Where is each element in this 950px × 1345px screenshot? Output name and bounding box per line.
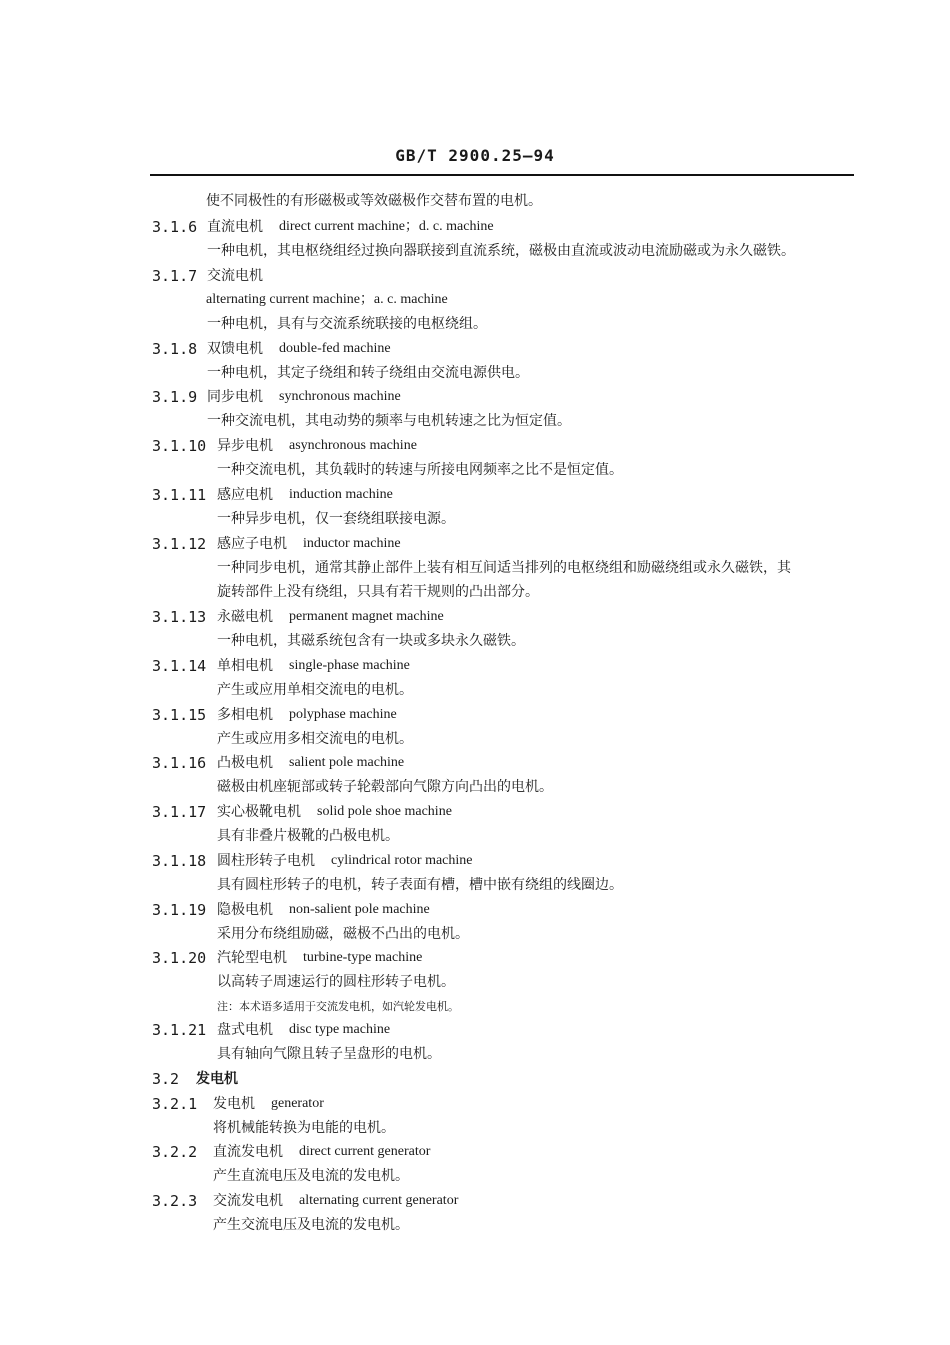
term-chinese: 隐极电机 <box>217 902 273 918</box>
term-chinese: 异步电机 <box>217 438 273 454</box>
term-number: 3.1.17 <box>152 803 207 821</box>
term-english: non-salient pole machine <box>289 902 430 917</box>
term-chinese: 交流发电机 <box>213 1193 283 1209</box>
term-english: solid pole shoe machine <box>317 804 452 819</box>
term-english: cylindrical rotor machine <box>331 853 473 868</box>
term-english: turbine-type machine <box>303 950 423 965</box>
term-chinese: 永磁电机 <box>217 609 273 625</box>
term-definition: 具有非叠片极靴的凸极电机。 <box>217 828 399 844</box>
term-definition: 将机械能转换为电能的电机。 <box>213 1120 395 1136</box>
term-chinese: 汽轮型电机 <box>217 950 287 966</box>
term-chinese: 双馈电机 <box>207 341 263 357</box>
term-definition: 产生或应用多相交流电的电机。 <box>217 731 413 747</box>
term-chinese: 感应子电机 <box>217 536 287 552</box>
term-definition-continued: 旋转部件上没有绕组，只具有若干规则的凸出部分。 <box>217 584 539 600</box>
term-english: direct current machine；d. c. machine <box>279 219 494 234</box>
term-definition: 磁极由机座轭部或转子轮毂部向气隙方向凸出的电机。 <box>217 779 553 795</box>
term-definition: 一种交流电机，其电动势的频率与电机转速之比为恒定值。 <box>207 413 571 429</box>
term-number: 3.1.10 <box>152 437 207 455</box>
term-definition: 具有圆柱形转子的电机，转子表面有槽，槽中嵌有绕组的线圈边。 <box>217 877 623 893</box>
term-note: 注：本术语多适用于交流发电机，如汽轮发电机。 <box>217 1000 459 1013</box>
term-number: 3.1.18 <box>152 852 207 870</box>
term-definition: 具有轴向气隙且转子呈盘形的电机。 <box>217 1046 441 1062</box>
term-english: synchronous machine <box>279 389 401 404</box>
term-chinese: 凸极电机 <box>217 755 273 771</box>
term-chinese: 感应电机 <box>217 487 273 503</box>
term-english: inductor machine <box>303 536 401 551</box>
term-definition: 一种交流电机，其负载时的转速与所接电网频率之比不是恒定值。 <box>217 462 623 478</box>
term-number: 3.1.12 <box>152 535 207 553</box>
term-english: alternating current machine；a. c. machine <box>206 292 448 307</box>
term-number: 3.2.1 <box>152 1095 198 1113</box>
term-number: 3.1.14 <box>152 657 207 675</box>
term-number: 3.1.9 <box>152 388 198 406</box>
term-definition: 产生或应用单相交流电的电机。 <box>217 682 413 698</box>
term-number: 3.1.13 <box>152 608 207 626</box>
term-definition: 一种同步电机，通常其静止部件上装有相互间适当排列的电枢绕组和励磁绕组或永久磁铁，其 <box>217 560 791 576</box>
page-header: GB/T 2900.25—94 <box>395 146 555 165</box>
term-english: asynchronous machine <box>289 438 417 453</box>
term-chinese: 单相电机 <box>217 658 273 674</box>
term-number: 3.2.3 <box>152 1192 198 1210</box>
section-number: 3.2 <box>152 1070 180 1088</box>
term-number: 3.1.20 <box>152 949 207 967</box>
term-chinese: 实心极靴电机 <box>217 804 301 820</box>
term-chinese: 多相电机 <box>217 707 273 723</box>
term-english: permanent magnet machine <box>289 609 444 624</box>
term-number: 3.1.8 <box>152 340 198 358</box>
term-number: 3.1.7 <box>152 267 198 285</box>
term-definition: 产生交流电压及电流的发电机。 <box>213 1217 409 1233</box>
term-number: 3.2.2 <box>152 1143 198 1161</box>
term-english: polyphase machine <box>289 707 397 722</box>
term-chinese: 直流电机 <box>207 219 263 235</box>
term-chinese: 交流电机 <box>207 268 263 284</box>
term-english: alternating current generator <box>299 1193 459 1208</box>
term-english: direct current generator <box>299 1144 431 1159</box>
term-definition: 采用分布绕组励磁，磁极不凸出的电机。 <box>217 926 469 942</box>
term-chinese: 发电机 <box>213 1096 255 1112</box>
term-chinese: 同步电机 <box>207 389 263 405</box>
term-english: induction machine <box>289 487 393 502</box>
term-chinese: 直流发电机 <box>213 1144 283 1160</box>
section-title: 发电机 <box>196 1071 238 1087</box>
term-definition: 以高转子周速运行的圆柱形转子电机。 <box>217 974 455 990</box>
term-english: single-phase machine <box>289 658 410 673</box>
term-number: 3.1.16 <box>152 754 207 772</box>
term-number: 3.1.6 <box>152 218 198 236</box>
term-english: generator <box>271 1096 324 1111</box>
term-number: 3.1.11 <box>152 486 207 504</box>
term-english: disc type machine <box>289 1022 391 1037</box>
term-definition: 一种异步电机，仅一套绕组联接电源。 <box>217 511 455 527</box>
header-rule <box>150 174 854 176</box>
term-chinese: 圆柱形转子电机 <box>217 853 315 869</box>
term-number: 3.1.15 <box>152 706 207 724</box>
term-english: double-fed machine <box>279 341 391 356</box>
term-number: 3.1.19 <box>152 901 207 919</box>
term-english: salient pole machine <box>289 755 405 770</box>
term-definition: 一种电机，其磁系统包含有一块或多块永久磁铁。 <box>217 633 525 649</box>
term-definition: 一种电机，其定子绕组和转子绕组由交流电源供电。 <box>207 365 529 381</box>
term-definition: 一种电机，其电枢绕组经过换向器联接到直流系统，磁极由直流或波动电流励磁或为永久磁铁。 <box>207 243 795 259</box>
intro-text: 使不同极性的有形磁极或等效磁极作交替布置的电机。 <box>206 193 542 209</box>
term-definition: 产生直流电压及电流的发电机。 <box>213 1168 409 1184</box>
term-definition: 一种电机，具有与交流系统联接的电枢绕组。 <box>207 316 487 332</box>
term-number: 3.1.21 <box>152 1021 207 1039</box>
term-chinese: 盘式电机 <box>217 1022 273 1038</box>
